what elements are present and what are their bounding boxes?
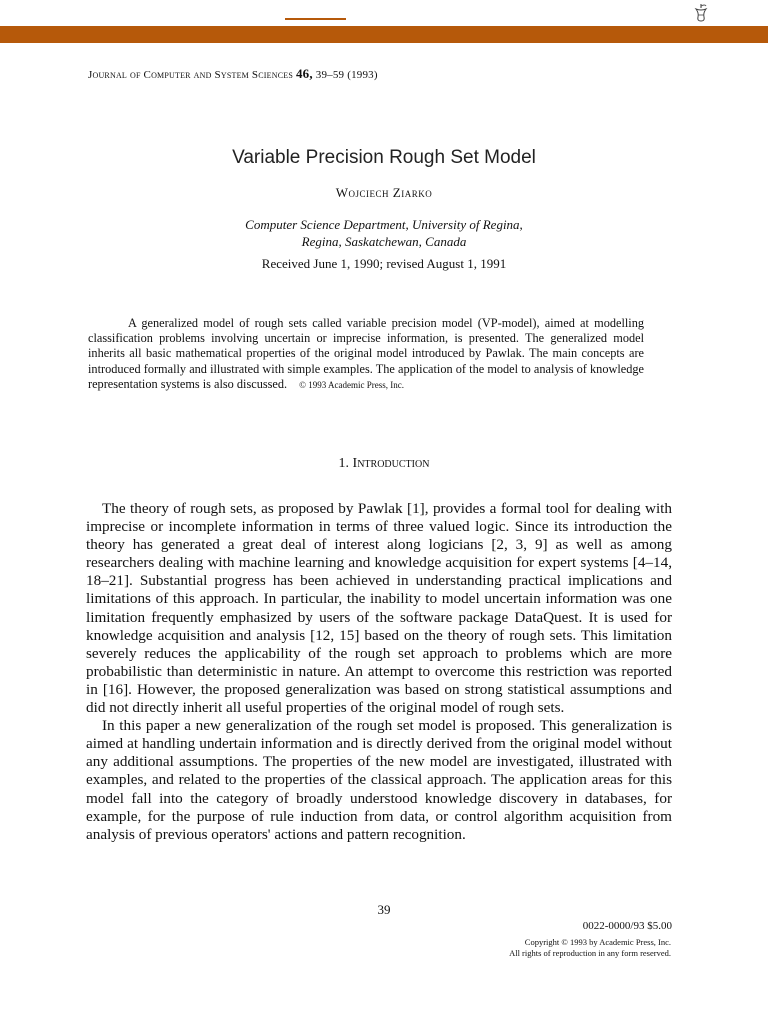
- journal-pages: 39–59 (1993): [315, 69, 378, 81]
- section-number: 1.: [338, 456, 350, 471]
- active-tab-indicator: [285, 18, 346, 20]
- section-title: Introduction: [352, 456, 430, 471]
- journal-header: [88, 66, 378, 82]
- publisher-copyright: [509, 937, 671, 959]
- affiliation-line-2: Regina, Saskatchewan, Canada: [301, 234, 467, 249]
- abstract-copyright: © 1993 Academic Press, Inc.: [299, 379, 404, 390]
- top-toolbar: [0, 0, 768, 26]
- received-dates: Received June 1, 1990; revised August 1, 1991: [261, 256, 507, 271]
- section-heading: [0, 456, 768, 472]
- abstract: [88, 316, 644, 393]
- page-number: 39: [377, 902, 391, 917]
- body-paragraph-1: The theory of rough sets, as proposed by Pawlak [1], provides a formal tool for dealing with imprecise or incomplete information in terms of three valued logic. Since its introduction the theory has generated a great deal of interest along logicians [2, 3, 9] as well as among researchers dealing with machine learning and knowledge acquisition for expert systems [4–14, 18–21]. Substantial progress has been achieved in understanding practical implications and limitations of this approach. In particular, the inability to model uncertain information was one limitation frequently emphasized by users of the software package DataQuest. It is used for knowledge acquisition and analysis [12, 15] based on the theory of rough sets. This limitation severely reduces the applicability of the rough set approach to problems which are more probabilistic than deterministic in nature. An attempt to overcome this restriction was reported in [16]. However, the proposed generalization was based on strong statistical assumptions and did not directly inherit all useful properties of the original model of rough sets.: [86, 500, 672, 717]
- issn-price: 0022-0000/93 $5.00: [582, 920, 672, 932]
- copyright-line-1: Copyright © 1993 by Academic Press, Inc.: [524, 937, 671, 947]
- paper-affiliation: [0, 216, 768, 250]
- abstract-text: A generalized model of rough sets called variable precision model (VP-model), aimed at modelling classification problems involving uncertain or imprecise information, is presented. The generalized model inherits all basic mathematical properties of the original model introduced by Pawlak. The main concepts are introduced formally and illustrated with simple examples. The application of the model to analysis of knowledge representation systems is also discussed.: [88, 316, 644, 391]
- affiliation-line-1: Computer Science Department, University of Regina,: [245, 217, 523, 232]
- paper-author: Wojciech Ziarko: [335, 185, 433, 200]
- journal-volume: 46,: [295, 66, 313, 81]
- body-text: [86, 500, 672, 844]
- body-paragraph-2: In this paper a new generalization of the rough set model is proposed. This generalization is aimed at handling undertain information and is directly derived from the original model without any additional assumptions. The properties of the new model are investigated, illustrated with examples, and related to the properties of the classical approach. The application areas for this model fall into the category of broadly understood knowledge discovery in databases, for example, for the purpose of rule induction from data, or control algorithm acquisition from analysis of previous operators' actions and pattern recognition.: [86, 717, 672, 843]
- copyright-line-2: All rights of reproduction in any form reserved.: [509, 948, 671, 958]
- paper-title: Variable Precision Rough Set Model: [232, 147, 536, 168]
- accent-bar: [0, 26, 768, 43]
- apple-core-icon: [692, 3, 710, 23]
- journal-name: Journal of Computer and System Sciences: [88, 69, 293, 81]
